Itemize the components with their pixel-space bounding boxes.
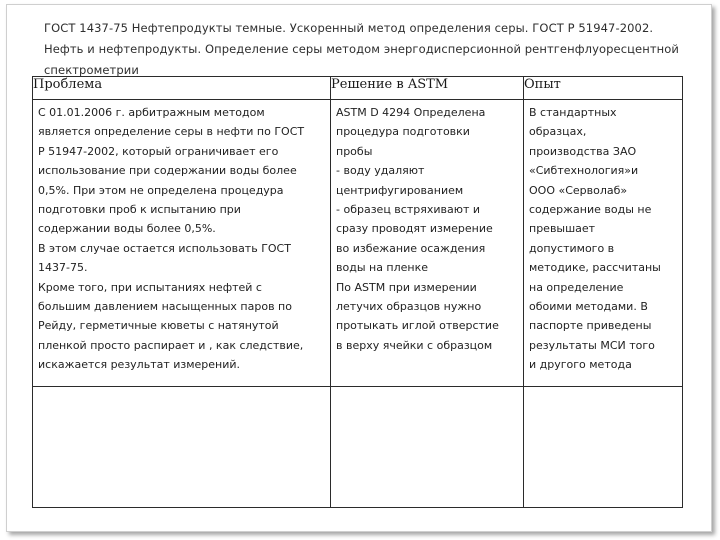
- empty-cell-problem: [33, 387, 331, 508]
- experience-cell: [524, 100, 683, 387]
- experience-text: В стандартных образцах, производства ЗАО «Сибтехнология»и ООО «Серволаб» содержание воды не превышает допустимого в методике, рассчитаны на определение обоими методами. В паспорте приведены результаты МСИ того и другого метода: [529, 106, 661, 372]
- empty-table-row: [33, 387, 683, 508]
- empty-cell-experience: [524, 387, 683, 508]
- empty-cell-solution: [331, 387, 524, 508]
- problem-cell: [33, 100, 331, 387]
- header-experience: Опыт: [524, 77, 683, 100]
- header-problem: Проблема: [33, 77, 331, 100]
- slide-heading: ГОСТ 1437-75 Нефтепродукты темные. Ускоренный метод определения серы. ГОСТ Р 51947-2002. Нефть и нефтепродукты. Определение серы методом энергодисперсионной рентгенфлуоресцентной спектрометрии: [44, 21, 679, 77]
- header-astm-solution: Решение в ASTM: [331, 77, 524, 100]
- solution-cell: [331, 100, 524, 387]
- table-row: [33, 100, 683, 387]
- comparison-table: [32, 76, 683, 508]
- problem-text: С 01.01.2006 г. арбитражным методом является определение серы в нефти по ГОСТ Р 51947-2002, который ограничивает его использование при содержании воды более 0,5%. При этом не определена процедура подготовки проб к испытанию при содержании воды более 0,5%. В этом случае остается использовать ГОСТ 1437-75. Кроме того, при испытаниях нефтей с большим давлением насыщенных паров по Рейду, герметичные кюветы с натянутой пленкой просто распирает и , как следствие, искажается результат измерений.: [38, 106, 305, 372]
- table-header-row: [33, 77, 683, 100]
- solution-text: ASTM D 4294 Определена процедура подготовки пробы - воду удаляют центрифугированием - образец встряхивают и сразу проводят измерение во избежание осаждения воды на пленке По ASTM при измерении летучих образцов нужно протыкать иглой отверстие в верху ячейки с образцом: [336, 106, 499, 352]
